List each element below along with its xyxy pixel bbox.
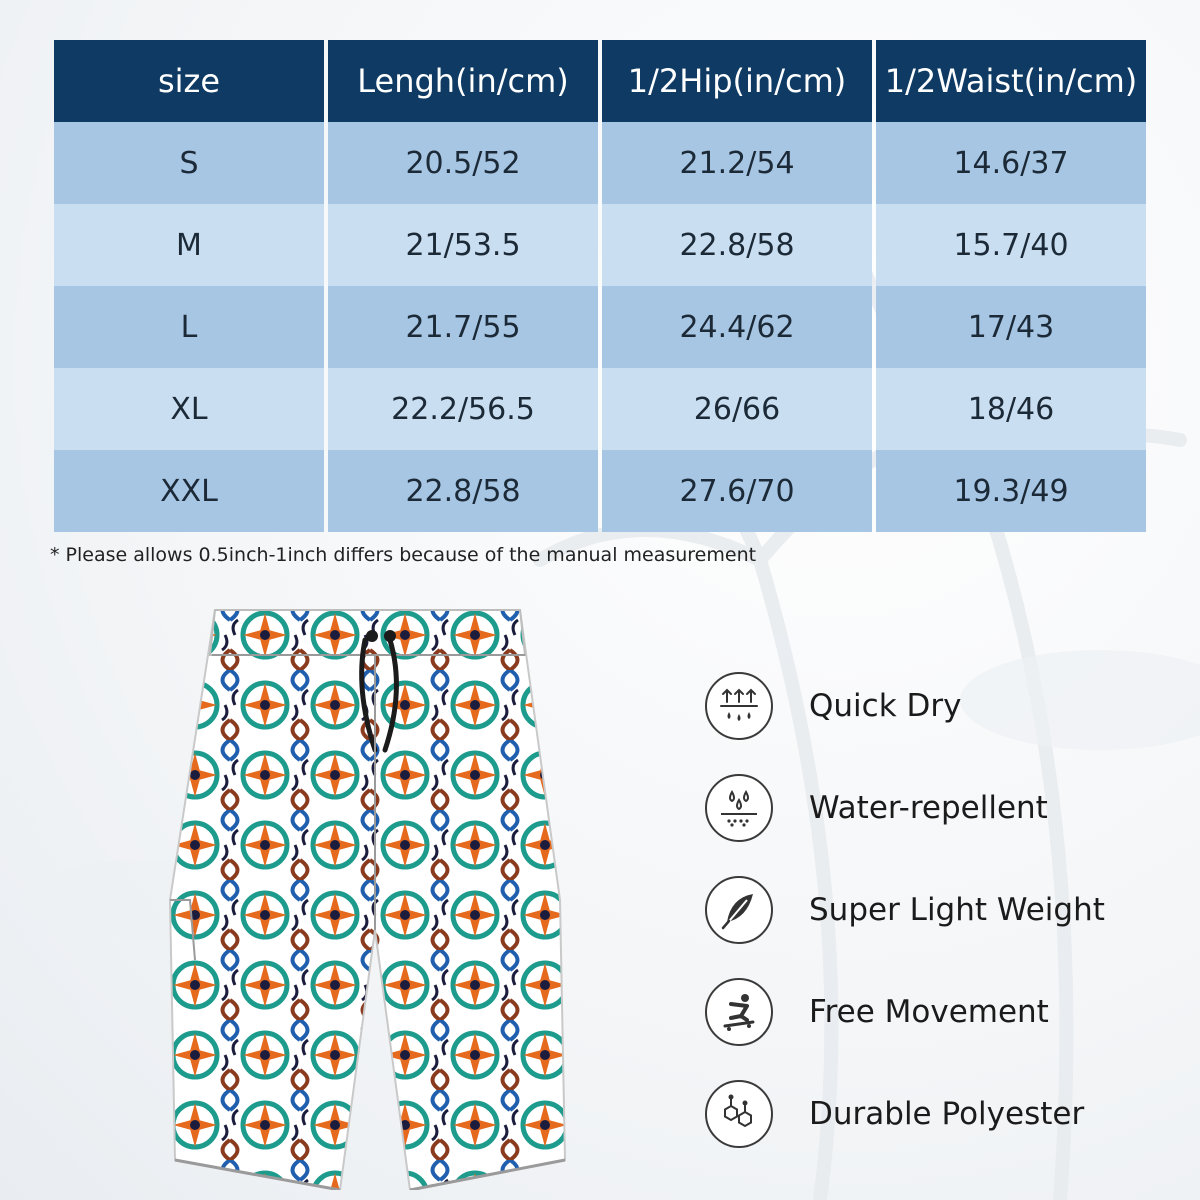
header-half-hip: 1/2Hip(in/cm) [602,40,872,122]
cell-length: 22.8/58 [328,450,598,532]
quick-dry-icon [705,672,773,740]
feature-label: Durable Polyester [809,1096,1085,1132]
feature-super-light-weight [705,859,1185,961]
cell-waist: 14.6/37 [876,122,1146,204]
cell-length: 20.5/52 [328,122,598,204]
molecule-icon [705,1080,773,1148]
size-chart-table [50,40,1150,532]
cell-hip: 27.6/70 [602,450,872,532]
feature-water-repellent [705,757,1185,859]
feature-list [705,655,1185,1165]
cell-length: 21.7/55 [328,286,598,368]
cell-length: 22.2/56.5 [328,368,598,450]
skateboarder-icon [705,978,773,1046]
cell-hip: 26/66 [602,368,872,450]
cell-length: 21/53.5 [328,204,598,286]
cell-waist: 17/43 [876,286,1146,368]
cell-size: L [54,286,324,368]
cell-size: M [54,204,324,286]
table-row [54,368,1146,450]
feature-durable-polyester [705,1063,1185,1165]
feature-quick-dry [705,655,1185,757]
table-row [54,204,1146,286]
feature-free-movement [705,961,1185,1063]
feature-label: Free Movement [809,994,1049,1030]
header-size: size [54,40,324,122]
table-row [54,286,1146,368]
feature-label: Super Light Weight [809,892,1105,928]
swim-shorts-illustration [160,600,580,1190]
table-row [54,122,1146,204]
cell-waist: 15.7/40 [876,204,1146,286]
header-half-waist: 1/2Waist(in/cm) [876,40,1146,122]
cell-waist: 19.3/49 [876,450,1146,532]
feather-icon [705,876,773,944]
cell-hip: 22.8/58 [602,204,872,286]
cell-size: XXL [54,450,324,532]
cell-size: S [54,122,324,204]
size-chart-header-row [54,40,1146,122]
water-repellent-icon [705,774,773,842]
cell-hip: 24.4/62 [602,286,872,368]
measurement-note: * Please allows 0.5inch-1inch differs because of the manual measurement [50,544,757,566]
feature-label: Water-repellent [809,790,1048,826]
cell-waist: 18/46 [876,368,1146,450]
header-length: Lengh(in/cm) [328,40,598,122]
cell-size: XL [54,368,324,450]
table-row [54,450,1146,532]
feature-label: Quick Dry [809,688,962,724]
cell-hip: 21.2/54 [602,122,872,204]
